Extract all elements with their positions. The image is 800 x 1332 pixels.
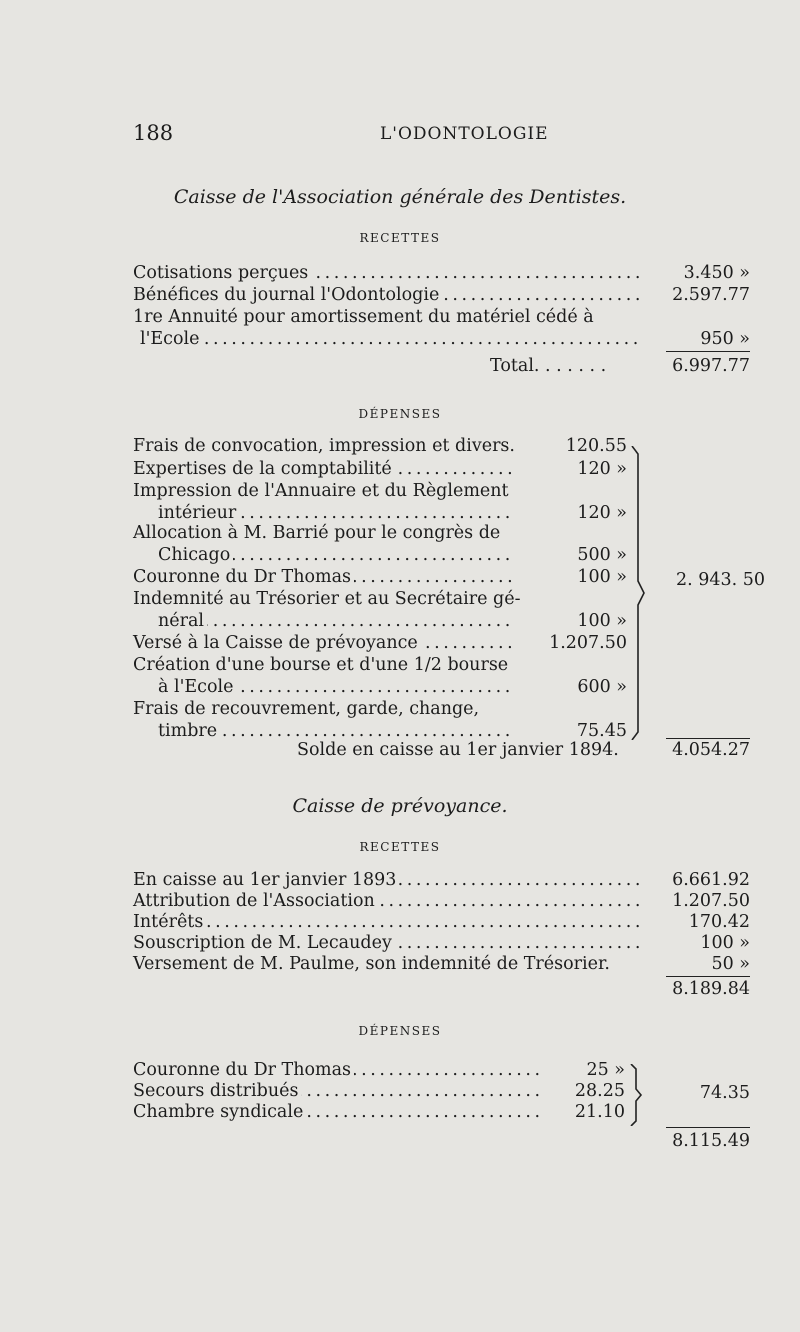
depenses-total-value: 74.35 [699,1083,750,1103]
list-item: Bénéfices du journal l'Odontologie [133,285,442,305]
list-item: Couronne du Dr Thomas [133,1060,354,1080]
list-item: 1re Annuité pour amortissement du matériel cédé à [133,307,594,327]
list-item-value: 170.42 [688,912,750,932]
solde-label: Solde en caisse au 1er janvier 1894. [297,740,619,760]
list-item-value: 120.55 [565,436,627,456]
list-item: Impression de l'Annuaire et du Règlement [133,481,509,501]
list-item-value: 100 » [577,611,627,631]
list-item: Versé à la Caisse de prévoyance [133,633,421,653]
list-item-value: 25 » [586,1060,625,1080]
total-rule [666,1127,750,1128]
list-item-value: 1.207.50 [549,633,627,653]
list-item: Chambre syndicale [133,1102,306,1122]
list-item: Expertises de la comptabilité [133,459,395,479]
list-item-value: 1.207.50 [672,891,750,911]
section1-title: Caisse de l'Association générale des Dentistes. [173,186,627,208]
total-rule [666,976,750,977]
list-item: Allocation à M. Barrié pour le congrès de [133,523,501,543]
total-rule [666,351,750,352]
section1-recettes-heading: RECETTES [359,231,441,245]
list-item-value: 600 » [577,677,627,697]
list-item-cont: l'Ecole [140,329,202,349]
total-rule [666,738,750,739]
list-item: En caisse au 1er janvier 1893 [133,870,399,890]
list-item: Secours distribués [133,1081,301,1101]
list-item-value: 120 » [577,459,627,479]
final-value: 8.115.49 [672,1131,750,1151]
list-item-value: 3.450 » [683,263,750,283]
brace-icon [628,1064,644,1126]
section2-depenses-heading: DÉPENSES [358,1024,442,1038]
list-item-value: 100 » [577,567,627,587]
list-item-value: 21.10 [574,1102,625,1122]
list-item-cont: à l'Ecole [158,677,236,697]
list-item-value: 100 » [700,933,750,953]
list-item-value: 950 » [700,329,750,349]
list-item-cont: timbre [158,721,220,741]
list-item: Attribution de l'Association [133,891,378,911]
solde-value: 4.054.27 [672,740,750,760]
list-item-cont: néral [158,611,207,631]
list-item: Couronne du Dr Thomas [133,567,354,587]
total-value: 8.189.84 [672,979,750,999]
list-item: Souscription de M. Lecaudey [133,933,395,953]
list-item-value: 50 » [711,954,750,974]
page-number: 188 [133,121,174,145]
total-value: 6.997.77 [672,356,750,376]
list-item-value: 6.661.92 [672,870,750,890]
list-item-cont: Chicago [158,545,233,565]
list-item-cont: intérieur [158,503,239,523]
list-item: Création d'une bourse et d'une 1/2 bourse [133,655,509,675]
section2-recettes-heading: RECETTES [359,840,441,854]
list-item: Indemnité au Trésorier et au Secrétaire gé- [133,589,521,609]
list-item: Frais de recouvrement, garde, change, [133,699,480,719]
section1-depenses-heading: DÉPENSES [358,407,442,421]
total-label: Total. . . . . . . [490,356,607,376]
list-item: Frais de convocation, impression et divers. [133,436,515,456]
list-item-value: 120 » [577,503,627,523]
list-item: Cotisations perçues [133,263,311,283]
running-head: L'ODONTOLOGIE [380,124,549,144]
section2-title: Caisse de prévoyance. [292,795,508,817]
list-item: Intérêts [133,912,206,932]
list-item-value: 2.597.77 [672,285,750,305]
brace-icon [628,446,648,740]
list-item-value: 28.25 [574,1081,625,1101]
list-item-value: 75.45 [576,721,627,741]
depenses-total-value: 2. 943. 50 [675,570,765,590]
list-item: Versement de M. Paulme, son indemnité de Trésorier. [133,954,610,974]
list-item-value: 500 » [577,545,627,565]
